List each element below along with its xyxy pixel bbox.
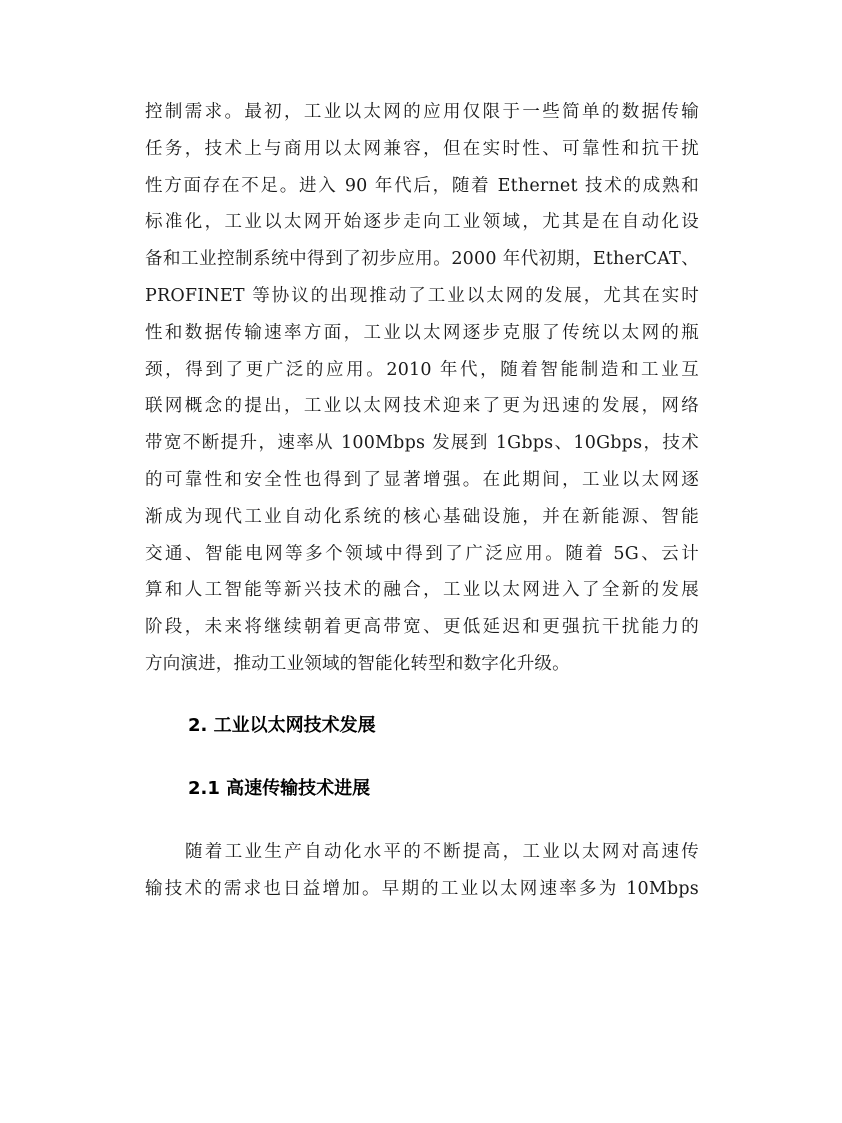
text-line: 性方面存在不足。进入 90 年代后，随着 Ethernet 技术的成熟和 (145, 175, 699, 196)
text-line: 联网概念的提出，工业以太网技术迎来了更为迅速的发展，网络 (145, 396, 699, 417)
text-line: 随着工业生产自动化水平的不断提高，工业以太网对高速传 (185, 841, 699, 862)
text-line: 的可靠性和安全性也得到了显著增强。在此期间，工业以太网逐 (145, 469, 699, 490)
text-line: 算和人工智能等新兴技术的融合，工业以太网进入了全新的发展 (145, 580, 699, 601)
text-line: 阶段，未来将继续朝着更高带宽、更低延迟和更强抗干扰能力的 (145, 617, 699, 638)
text-line: 颈，得到了更广泛的应用。2010 年代，随着智能制造和工业互 (145, 359, 699, 380)
text-line: 备和工业控制系统中得到了初步应用。2000 年代初期，EtherCAT、 (145, 249, 699, 270)
text-line: 交通、智能电网等多个领域中得到了广泛应用。随着 5G、云计 (145, 543, 699, 564)
text-line: 控制需求。最初，工业以太网的应用仅限于一些简单的数据传输 (145, 102, 699, 122)
text-line: 带宽不断提升，速率从 100Mbps 发展到 1Gbps、10Gbps，技术 (145, 433, 699, 454)
history-paragraph (145, 98, 699, 678)
text-line: 方向演进，推动工业领域的智能化转型和数字化升级。 (145, 653, 570, 674)
text-line: 性和数据传输速率方面，工业以太网逐步克服了传统以太网的瓶 (145, 322, 699, 343)
high-speed-paragraph (145, 838, 699, 903)
section-heading: 2. 工业以太网技术发展 (188, 714, 376, 736)
subsection-heading: 2.1 高速传输技术进展 (188, 777, 371, 799)
text-line: 渐成为现代工业自动化系统的核心基础设施，并在新能源、智能 (145, 506, 699, 527)
document-body (145, 98, 699, 912)
text-line: 输技术的需求也日益增加。早期的工业以太网速率多为 10Mbps (145, 878, 699, 899)
text-line: 标准化，工业以太网开始逐步走向工业领域，尤其是在自动化设 (145, 212, 699, 233)
text-line: PROFINET 等协议的出现推动了工业以太网的发展，尤其在实时 (145, 285, 699, 306)
text-line: 任务，技术上与商用以太网兼容，但在实时性、可靠性和抗干扰 (145, 138, 699, 159)
